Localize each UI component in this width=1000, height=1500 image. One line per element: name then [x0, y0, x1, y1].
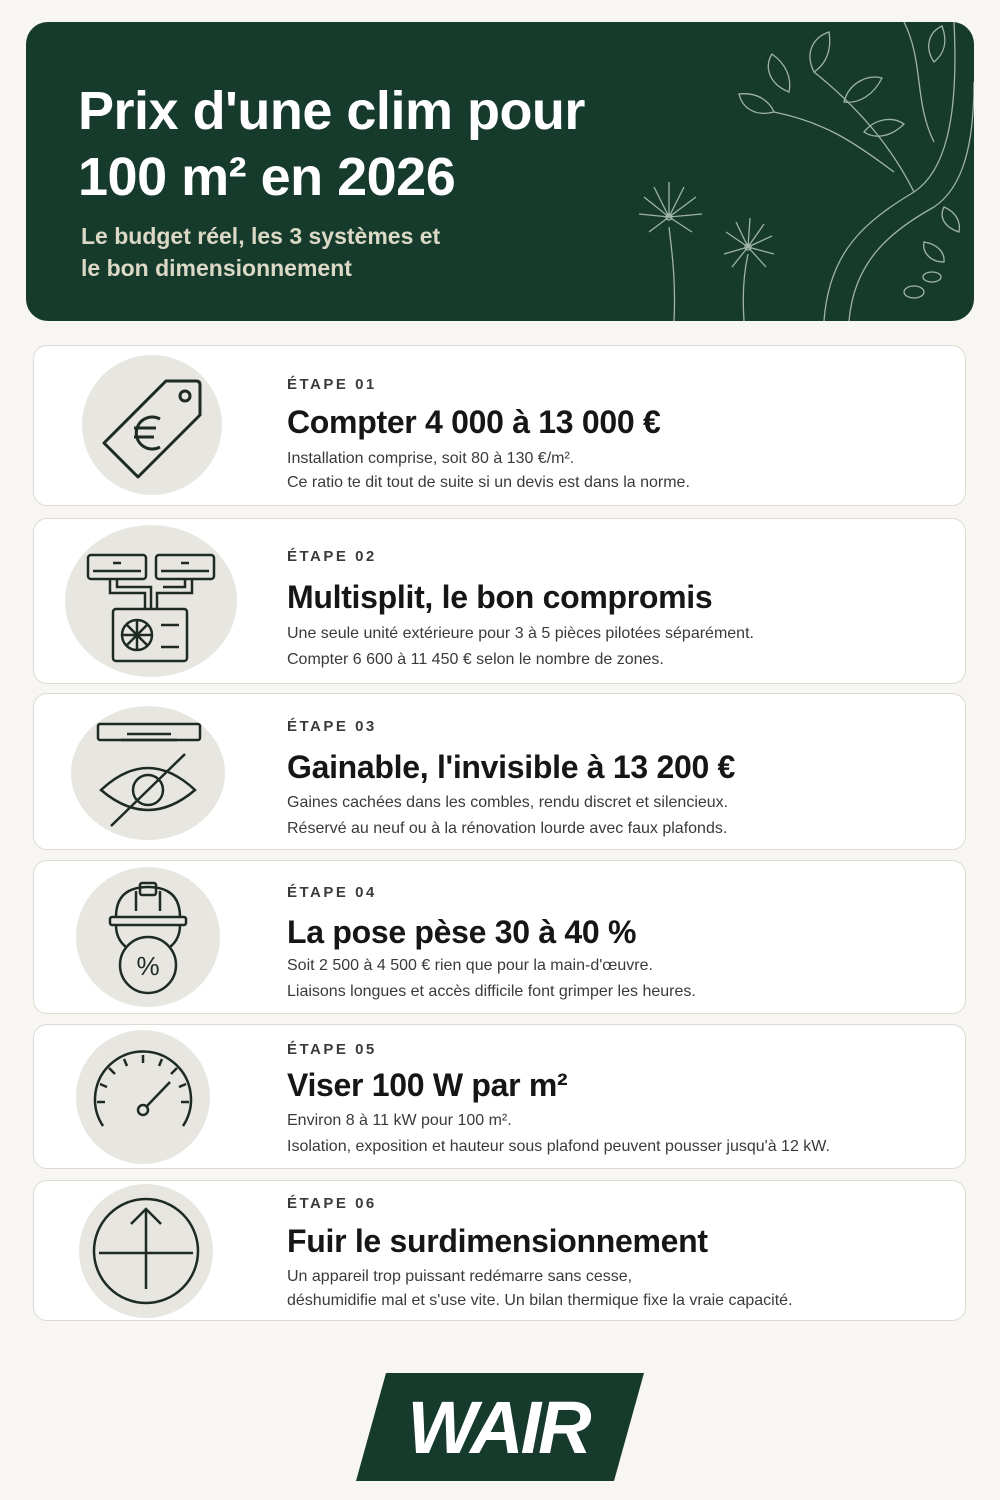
step-description-line-2: Réservé au neuf ou à la rénovation lourde avec faux plafonds.	[287, 820, 728, 837]
step-icon-circle	[82, 355, 222, 495]
step-card-03	[33, 693, 966, 850]
step-label: ÉTAPE 06	[287, 1195, 377, 1212]
step-description-line-1: Installation comprise, soit 80 à 130 €/m².	[287, 450, 575, 467]
step-label: ÉTAPE 04	[287, 884, 377, 901]
step-card-06	[33, 1180, 966, 1321]
step-description-line-2: Liaisons longues et accès difficile font grimper les heures.	[287, 983, 696, 1000]
step-icon-circle	[71, 706, 225, 840]
wair-logo	[356, 1373, 644, 1481]
step-icon-circle	[76, 867, 220, 1007]
step-description-line-2: Isolation, exposition et hauteur sous plafond peuvent pousser jusqu'à 12 kW.	[287, 1138, 830, 1155]
step-description-line-1: Un appareil trop puissant redémarre sans cesse,	[287, 1268, 633, 1285]
step-description-line-1: Soit 2 500 à 4 500 € rien que pour la main-d'œuvre.	[287, 957, 653, 974]
step-title: Gainable, l'invisible à 13 200 €	[287, 749, 736, 785]
step-description-line-2: Compter 6 600 à 11 450 € selon le nombre de zones.	[287, 651, 664, 668]
step-card-04	[33, 860, 966, 1014]
step-title: Multisplit, le bon compromis	[287, 579, 713, 615]
step-description-line-2: Ce ratio te dit tout de suite si un devis est dans la norme.	[287, 474, 690, 491]
title-line-2: 100 m² en 2026	[78, 147, 456, 207]
step-icon-circle	[76, 1030, 210, 1164]
gauge-icon	[76, 1030, 210, 1164]
svg-text:%: %	[136, 951, 160, 981]
page-subtitle	[81, 220, 541, 284]
subtitle-line-2: le bon dimensionnement	[81, 255, 352, 281]
step-icon-circle	[65, 525, 237, 677]
multisplit-units-icon	[65, 525, 237, 677]
step-label: ÉTAPE 03	[287, 718, 377, 735]
step-description-line-1: Environ 8 à 11 kW pour 100 m².	[287, 1112, 512, 1129]
title-line-1: Prix d'une clim pour	[78, 81, 585, 141]
step-description-line-2: déshumidifie mal et s'use vite. Un bilan thermique fixe la vraie capacité.	[287, 1292, 793, 1309]
subtitle-line-1: Le budget réel, les 3 systèmes et	[81, 223, 441, 249]
step-label: ÉTAPE 02	[287, 548, 377, 565]
step-title: Fuir le surdimensionnement	[287, 1223, 708, 1259]
step-card-01	[33, 345, 966, 506]
step-title: La pose pèse 30 à 40 %	[287, 914, 637, 950]
page-title	[78, 78, 678, 210]
hidden-duct-eye-icon	[71, 706, 225, 840]
hero-banner	[26, 22, 974, 321]
footer	[0, 1345, 1000, 1500]
botanical-illustration	[614, 22, 974, 321]
arrow-up-cross-icon	[79, 1184, 213, 1318]
step-description-line-1: Une seule unité extérieure pour 3 à 5 pièces pilotées séparément.	[287, 625, 754, 642]
step-title: Viser 100 W par m²	[287, 1067, 568, 1103]
hardhat-percent-icon	[76, 867, 220, 1007]
logo-text: WAIR	[407, 1386, 589, 1469]
step-card-05	[33, 1024, 966, 1169]
step-title: Compter 4 000 à 13 000 €	[287, 404, 661, 440]
step-description-line-1: Gaines cachées dans les combles, rendu discret et silencieux.	[287, 794, 729, 811]
step-card-02	[33, 518, 966, 684]
step-icon-circle	[79, 1184, 213, 1318]
step-label: ÉTAPE 01	[287, 376, 377, 393]
step-label: ÉTAPE 05	[287, 1041, 377, 1058]
euro-price-tag-icon	[82, 355, 222, 495]
